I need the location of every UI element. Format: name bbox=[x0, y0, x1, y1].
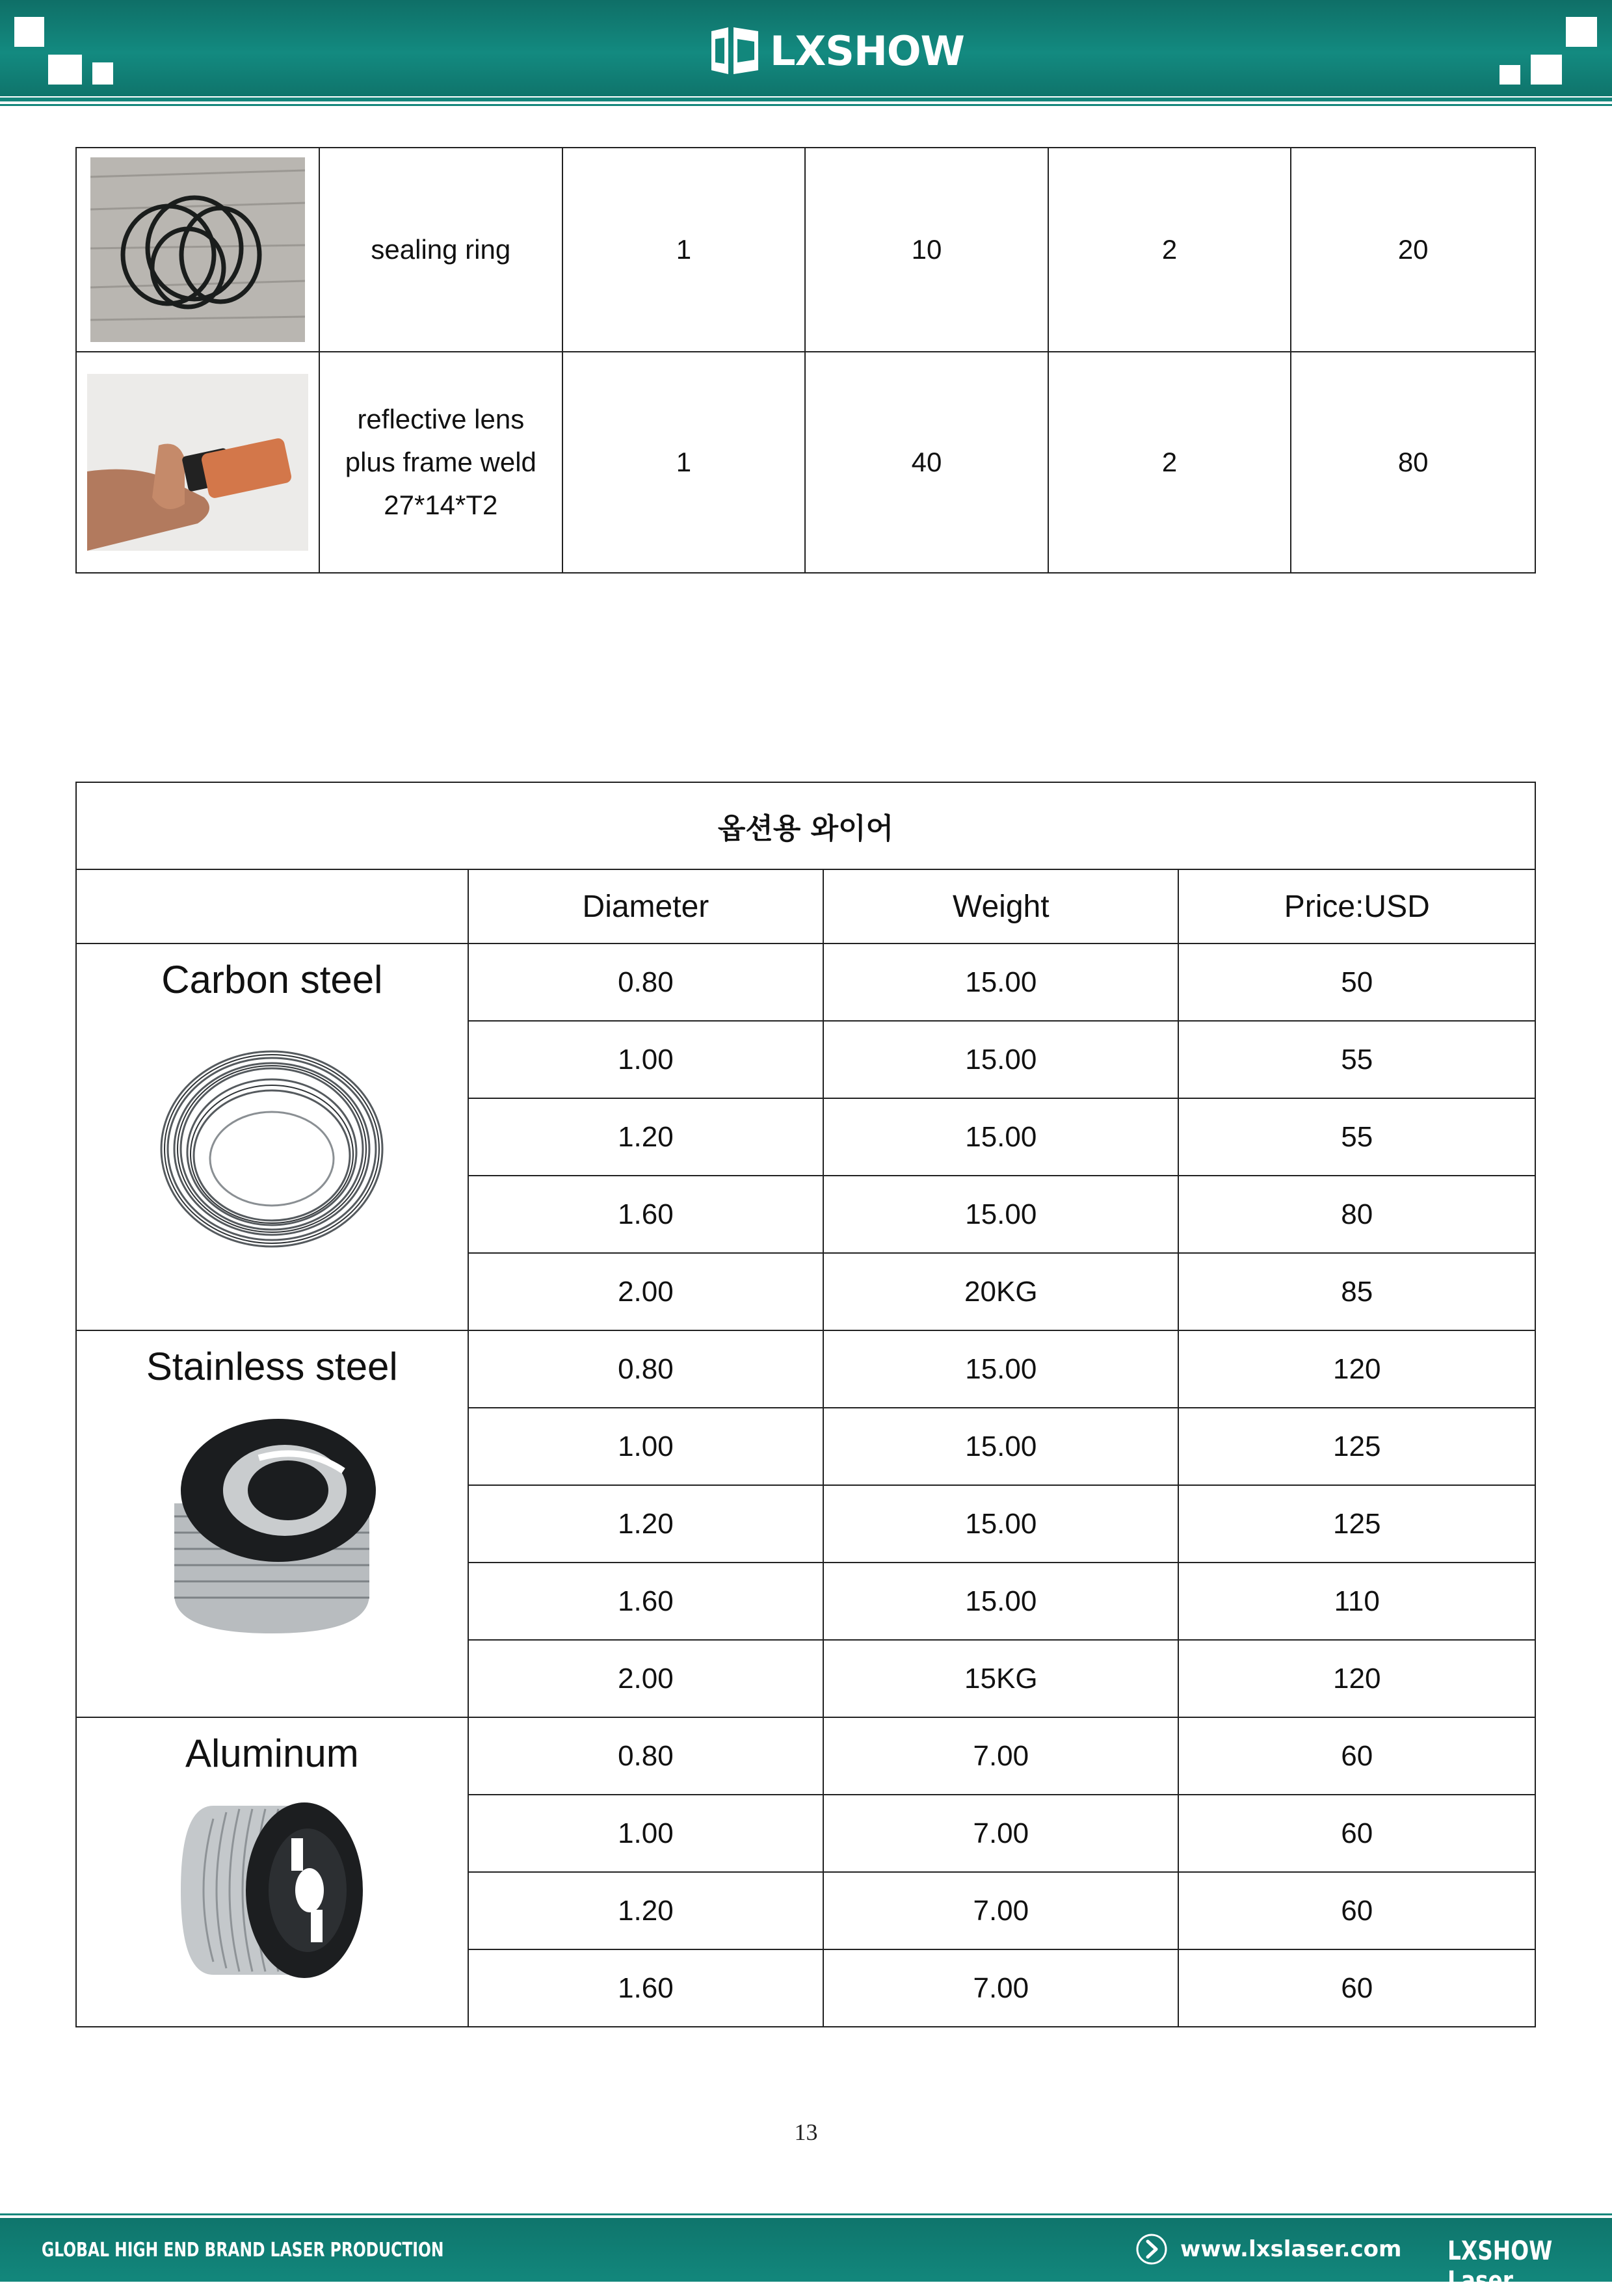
part-name: sealing ring bbox=[319, 148, 562, 352]
column-header-diameter: Diameter bbox=[468, 869, 823, 943]
diameter-value: 0.80 bbox=[468, 943, 823, 1021]
weight-value: 15.00 bbox=[823, 1485, 1178, 1563]
weight-value: 7.00 bbox=[823, 1949, 1178, 2027]
part-value: 80 bbox=[1291, 352, 1535, 573]
material-cell-carbon-steel bbox=[76, 943, 468, 1330]
stainless-steel-wire-spool-icon bbox=[155, 1406, 389, 1653]
weight-value: 7.00 bbox=[823, 1872, 1178, 1949]
diameter-value: 2.00 bbox=[468, 1253, 823, 1330]
diameter-value: 1.20 bbox=[468, 1485, 823, 1563]
price-value: 110 bbox=[1178, 1563, 1535, 1640]
price-value: 125 bbox=[1178, 1408, 1535, 1485]
diameter-value: 2.00 bbox=[468, 1640, 823, 1717]
decor-square bbox=[92, 62, 113, 85]
arrow-circle-icon bbox=[1135, 2232, 1169, 2266]
price-value: 120 bbox=[1178, 1640, 1535, 1717]
table-row bbox=[76, 1717, 1535, 1795]
diameter-value: 1.20 bbox=[468, 1098, 823, 1176]
table-row bbox=[76, 943, 1535, 1021]
price-value: 60 bbox=[1178, 1872, 1535, 1949]
diameter-value: 1.00 bbox=[468, 1408, 823, 1485]
material-name: Aluminum bbox=[185, 1732, 359, 1775]
decor-square bbox=[14, 17, 44, 47]
part-value: 10 bbox=[805, 148, 1048, 352]
part-value: 1 bbox=[562, 352, 806, 573]
weight-value: 15.00 bbox=[823, 1098, 1178, 1176]
price-value: 80 bbox=[1178, 1176, 1535, 1253]
price-value: 60 bbox=[1178, 1949, 1535, 2027]
weight-value: 15.00 bbox=[823, 1563, 1178, 1640]
part-value: 20 bbox=[1291, 148, 1535, 352]
price-value: 55 bbox=[1178, 1098, 1535, 1176]
page-number: 13 bbox=[794, 2119, 818, 2145]
part-image-cell bbox=[76, 352, 319, 573]
part-value: 1 bbox=[562, 148, 806, 352]
material-cell-aluminum bbox=[76, 1717, 468, 2027]
weight-value: 15.00 bbox=[823, 1176, 1178, 1253]
price-value: 55 bbox=[1178, 1021, 1535, 1098]
parts-table bbox=[75, 147, 1536, 574]
table-header-row bbox=[76, 869, 1535, 943]
part-image-cell bbox=[76, 148, 319, 352]
material-name: Stainless steel bbox=[146, 1345, 398, 1388]
weight-value: 15KG bbox=[823, 1640, 1178, 1717]
website-url: www.lxslaser.com bbox=[1180, 2236, 1402, 2262]
table-row bbox=[76, 1330, 1535, 1408]
decor-square bbox=[1500, 65, 1520, 85]
footer-tagline: GLOBAL HIGH END BRAND LASER PRODUCTION bbox=[42, 2239, 444, 2262]
table-row bbox=[76, 148, 1535, 352]
column-header-price: Price:USD bbox=[1178, 869, 1535, 943]
footer-rule bbox=[0, 2213, 1612, 2215]
part-value: 40 bbox=[805, 352, 1048, 573]
price-value: 60 bbox=[1178, 1795, 1535, 1872]
lxshow-logo-icon bbox=[709, 25, 761, 77]
diameter-value: 1.00 bbox=[468, 1021, 823, 1098]
decor-square bbox=[1566, 17, 1597, 47]
diameter-value: 1.60 bbox=[468, 1176, 823, 1253]
diameter-value: 1.60 bbox=[468, 1949, 823, 2027]
aluminum-wire-spool-icon bbox=[174, 1780, 369, 1994]
weight-value: 7.00 bbox=[823, 1795, 1178, 1872]
logo-text: LXSHOW bbox=[770, 27, 964, 75]
diameter-value: 1.60 bbox=[468, 1563, 823, 1640]
empty-header-cell bbox=[76, 869, 468, 943]
diameter-value: 0.80 bbox=[468, 1330, 823, 1408]
decor-square bbox=[48, 55, 82, 85]
weight-value: 15.00 bbox=[823, 1021, 1178, 1098]
price-value: 85 bbox=[1178, 1253, 1535, 1330]
part-name-line: reflective lens bbox=[357, 404, 525, 434]
price-value: 50 bbox=[1178, 943, 1535, 1021]
optional-wire-table bbox=[75, 782, 1536, 2027]
diameter-value: 1.20 bbox=[468, 1872, 823, 1949]
price-value: 125 bbox=[1178, 1485, 1535, 1563]
part-value: 2 bbox=[1048, 352, 1291, 573]
page-footer bbox=[0, 2218, 1612, 2296]
table-title: 옵션용 와이어 bbox=[76, 782, 1535, 869]
diameter-value: 0.80 bbox=[468, 1717, 823, 1795]
table-title-row bbox=[76, 782, 1535, 869]
weight-value: 15.00 bbox=[823, 943, 1178, 1021]
part-name-line: 27*14*T2 bbox=[384, 490, 498, 520]
company-logo bbox=[709, 25, 964, 77]
column-header-weight: Weight bbox=[823, 869, 1178, 943]
part-name bbox=[319, 352, 562, 573]
decor-square bbox=[1531, 55, 1562, 85]
weight-value: 15.00 bbox=[823, 1330, 1178, 1408]
weight-value: 20KG bbox=[823, 1253, 1178, 1330]
price-value: 60 bbox=[1178, 1717, 1535, 1795]
header-rule bbox=[0, 104, 1612, 106]
price-value: 120 bbox=[1178, 1330, 1535, 1408]
footer-brand: LXSHOW Laser bbox=[1447, 2236, 1553, 2296]
diameter-value: 1.00 bbox=[468, 1795, 823, 1872]
part-name-line: plus frame weld bbox=[345, 447, 536, 477]
website-link[interactable] bbox=[1135, 2232, 1401, 2266]
page-header bbox=[0, 0, 1612, 96]
material-name: Carbon steel bbox=[161, 958, 383, 1001]
weight-value: 15.00 bbox=[823, 1408, 1178, 1485]
material-cell-stainless-steel bbox=[76, 1330, 468, 1717]
weight-value: 7.00 bbox=[823, 1717, 1178, 1795]
part-value: 2 bbox=[1048, 148, 1291, 352]
header-rule bbox=[0, 98, 1612, 101]
table-row bbox=[76, 352, 1535, 573]
sealing-ring-photo-icon bbox=[90, 157, 305, 342]
reflective-lens-photo-icon bbox=[87, 374, 308, 551]
carbon-steel-wire-coil-icon bbox=[142, 1019, 402, 1273]
